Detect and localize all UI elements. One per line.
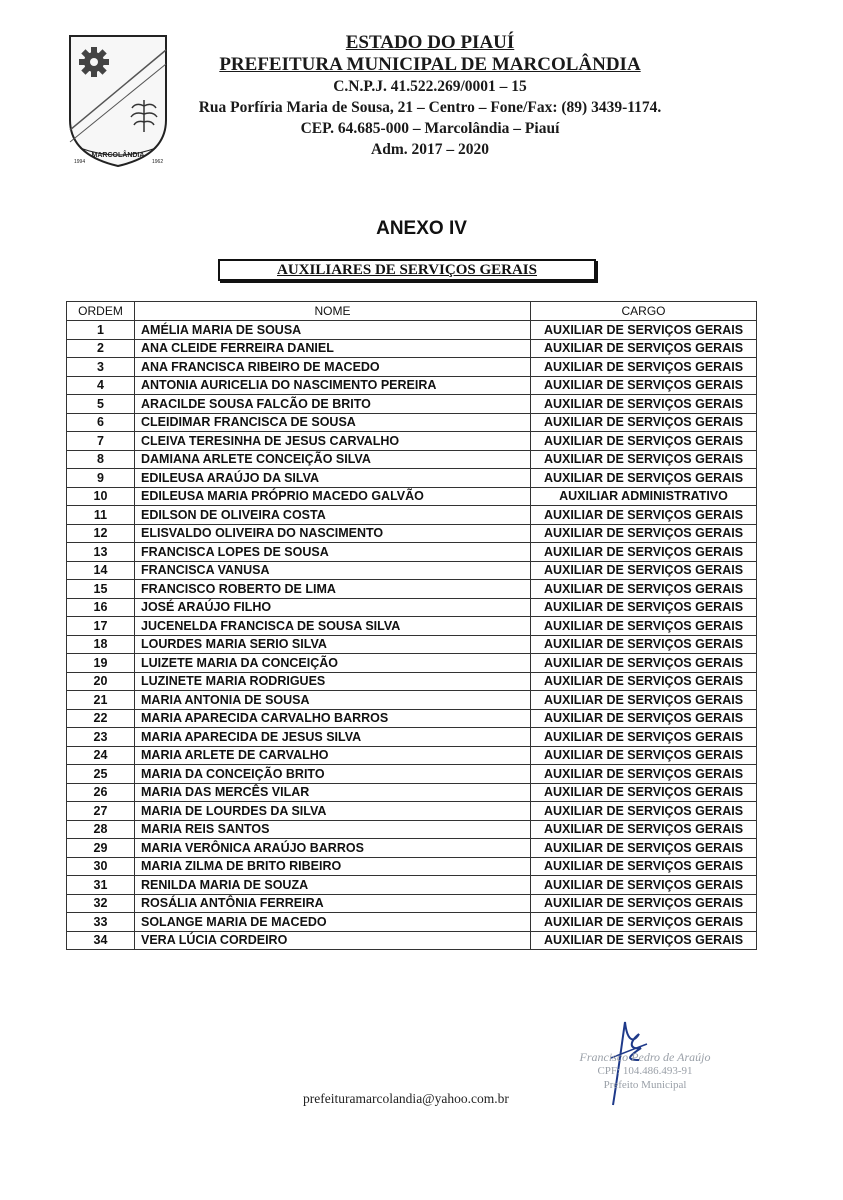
row-ordem: 17 (67, 617, 135, 636)
row-cargo: AUXILIAR DE SERVIÇOS GERAIS (531, 709, 757, 728)
stamp-name: Francisco Pedro de Araújo (579, 1050, 711, 1064)
row-ordem: 28 (67, 820, 135, 839)
table-row (67, 802, 757, 821)
row-nome: JUCENELDA FRANCISCA DE SOUSA SILVA (135, 617, 531, 636)
row-cargo: AUXILIAR DE SERVIÇOS GERAIS (531, 376, 757, 395)
table-row (67, 728, 757, 747)
row-cargo: AUXILIAR DE SERVIÇOS GERAIS (531, 543, 757, 562)
row-cargo: AUXILIAR DE SERVIÇOS GERAIS (531, 524, 757, 543)
row-nome: ELISVALDO OLIVEIRA DO NASCIMENTO (135, 524, 531, 543)
row-nome: MARIA APARECIDA CARVALHO BARROS (135, 709, 531, 728)
row-ordem: 24 (67, 746, 135, 765)
row-nome: ANTONIA AURICELIA DO NASCIMENTO PEREIRA (135, 376, 531, 395)
row-cargo: AUXILIAR DE SERVIÇOS GERAIS (531, 765, 757, 784)
row-ordem: 27 (67, 802, 135, 821)
row-cargo: AUXILIAR DE SERVIÇOS GERAIS (531, 413, 757, 432)
row-ordem: 7 (67, 432, 135, 451)
cep: CEP. 64.685-000 – Marcolândia – Piauí (300, 120, 560, 137)
row-nome: LOURDES MARIA SERIO SILVA (135, 635, 531, 654)
table-header-row (67, 302, 757, 321)
row-nome: MARIA REIS SANTOS (135, 820, 531, 839)
row-nome: MARIA DE LOURDES DA SILVA (135, 802, 531, 821)
table-row (67, 783, 757, 802)
row-nome: EDILSON DE OLIVEIRA COSTA (135, 506, 531, 525)
gear-icon (79, 47, 109, 77)
table-row (67, 839, 757, 858)
row-cargo: AUXILIAR DE SERVIÇOS GERAIS (531, 876, 757, 895)
header-nome: NOME (135, 302, 531, 321)
row-cargo: AUXILIAR DE SERVIÇOS GERAIS (531, 894, 757, 913)
footer-email: prefeituramarcolandia@yahoo.com.br (303, 1091, 509, 1106)
stamp-role: Prefeito Municipal (603, 1079, 687, 1091)
row-ordem: 29 (67, 839, 135, 858)
letterhead (150, 32, 710, 160)
row-cargo: AUXILIAR DE SERVIÇOS GERAIS (531, 469, 757, 488)
table-row (67, 561, 757, 580)
table-row (67, 450, 757, 469)
table-row (67, 654, 757, 673)
header-cargo: CARGO (531, 302, 757, 321)
row-nome: FRANCISCA LOPES DE SOUSA (135, 543, 531, 562)
row-ordem: 21 (67, 691, 135, 710)
row-ordem: 22 (67, 709, 135, 728)
state-name: ESTADO DO PIAUÍ (345, 32, 515, 53)
row-cargo: AUXILIAR DE SERVIÇOS GERAIS (531, 321, 757, 340)
row-ordem: 10 (67, 487, 135, 506)
table-row (67, 635, 757, 654)
row-nome: MARIA DAS MERCÊS VILAR (135, 783, 531, 802)
table-row (67, 339, 757, 358)
row-ordem: 34 (67, 931, 135, 950)
table-row (67, 913, 757, 932)
section-title: AUXILIARES DE SERVIÇOS GERAIS (277, 262, 537, 278)
table-row (67, 432, 757, 451)
row-ordem: 12 (67, 524, 135, 543)
table-row (67, 617, 757, 636)
row-ordem: 30 (67, 857, 135, 876)
row-ordem: 11 (67, 506, 135, 525)
row-nome: ANA CLEIDE FERREIRA DANIEL (135, 339, 531, 358)
row-cargo: AUXILIAR DE SERVIÇOS GERAIS (531, 672, 757, 691)
row-nome: JOSÉ ARAÚJO FILHO (135, 598, 531, 617)
row-nome: AMÉLIA MARIA DE SOUSA (135, 321, 531, 340)
row-ordem: 32 (67, 894, 135, 913)
table-row (67, 709, 757, 728)
row-nome: CLEIDIMAR FRANCISCA DE SOUSA (135, 413, 531, 432)
table-row (67, 820, 757, 839)
row-cargo: AUXILIAR DE SERVIÇOS GERAIS (531, 820, 757, 839)
row-ordem: 6 (67, 413, 135, 432)
row-ordem: 3 (67, 358, 135, 377)
row-ordem: 31 (67, 876, 135, 895)
table-row (67, 672, 757, 691)
row-nome: RENILDA MARIA DE SOUZA (135, 876, 531, 895)
table-row (67, 876, 757, 895)
row-ordem: 33 (67, 913, 135, 932)
row-ordem: 1 (67, 321, 135, 340)
row-ordem: 20 (67, 672, 135, 691)
row-nome: VERA LÚCIA CORDEIRO (135, 931, 531, 950)
address: Rua Porfíria Maria de Sousa, 21 – Centro – Fone/Fax: (89) 3439-1174. (198, 99, 662, 116)
row-cargo: AUXILIAR DE SERVIÇOS GERAIS (531, 358, 757, 377)
row-ordem: 23 (67, 728, 135, 747)
table-row (67, 413, 757, 432)
row-ordem: 4 (67, 376, 135, 395)
row-nome: LUIZETE MARIA DA CONCEIÇÃO (135, 654, 531, 673)
staff-table (66, 301, 757, 950)
row-nome: FRANCISCA VANUSA (135, 561, 531, 580)
svg-text:MARCOLÂNDIA: MARCOLÂNDIA (91, 152, 145, 159)
table-row (67, 358, 757, 377)
row-cargo: AUXILIAR DE SERVIÇOS GERAIS (531, 802, 757, 821)
row-nome: ARACILDE SOUSA FALCÃO DE BRITO (135, 395, 531, 414)
row-cargo: AUXILIAR DE SERVIÇOS GERAIS (531, 432, 757, 451)
row-cargo: AUXILIAR DE SERVIÇOS GERAIS (531, 931, 757, 950)
row-ordem: 15 (67, 580, 135, 599)
table-row (67, 931, 757, 950)
table-row (67, 376, 757, 395)
table-row (67, 691, 757, 710)
row-nome: FRANCISCO ROBERTO DE LIMA (135, 580, 531, 599)
row-nome: SOLANGE MARIA DE MACEDO (135, 913, 531, 932)
row-cargo: AUXILIAR DE SERVIÇOS GERAIS (531, 783, 757, 802)
row-nome: MARIA VERÔNICA ARAÚJO BARROS (135, 839, 531, 858)
row-nome: MARIA ZILMA DE BRITO RIBEIRO (135, 857, 531, 876)
row-nome: MARIA APARECIDA DE JESUS SILVA (135, 728, 531, 747)
row-nome: MARIA ARLETE DE CARVALHO (135, 746, 531, 765)
prefecture-name: PREFEITURA MUNICIPAL DE MARCOLÂNDIA (219, 54, 641, 75)
row-ordem: 18 (67, 635, 135, 654)
row-cargo: AUXILIAR DE SERVIÇOS GERAIS (531, 395, 757, 414)
row-cargo: AUXILIAR DE SERVIÇOS GERAIS (531, 506, 757, 525)
row-ordem: 14 (67, 561, 135, 580)
row-nome: ANA FRANCISCA RIBEIRO DE MACEDO (135, 358, 531, 377)
row-cargo: AUXILIAR DE SERVIÇOS GERAIS (531, 691, 757, 710)
row-nome: EDILEUSA MARIA PRÓPRIO MACEDO GALVÃO (135, 487, 531, 506)
row-cargo: AUXILIAR DE SERVIÇOS GERAIS (531, 617, 757, 636)
row-ordem: 2 (67, 339, 135, 358)
table-row (67, 524, 757, 543)
cnpj: C.N.P.J. 41.522.269/0001 – 15 (333, 78, 527, 95)
row-nome: DAMIANA ARLETE CONCEIÇÃO SILVA (135, 450, 531, 469)
stamp-cpf: CPF: 104.486.493-91 (597, 1065, 693, 1077)
row-ordem: 25 (67, 765, 135, 784)
table-row (67, 894, 757, 913)
row-cargo: AUXILIAR DE SERVIÇOS GERAIS (531, 913, 757, 932)
header-ordem: ORDEM (67, 302, 135, 321)
row-ordem: 5 (67, 395, 135, 414)
row-cargo: AUXILIAR DE SERVIÇOS GERAIS (531, 839, 757, 858)
table-row (67, 506, 757, 525)
table-row (67, 469, 757, 488)
table-row (67, 321, 757, 340)
table-row (67, 543, 757, 562)
row-cargo: AUXILIAR ADMINISTRATIVO (531, 487, 757, 506)
row-cargo: AUXILIAR DE SERVIÇOS GERAIS (531, 654, 757, 673)
row-ordem: 9 (67, 469, 135, 488)
table-row (67, 598, 757, 617)
row-cargo: AUXILIAR DE SERVIÇOS GERAIS (531, 857, 757, 876)
row-nome: LUZINETE MARIA RODRIGUES (135, 672, 531, 691)
annex-title: ANEXO IV (376, 218, 467, 239)
row-ordem: 26 (67, 783, 135, 802)
table-row (67, 857, 757, 876)
table-row (67, 580, 757, 599)
row-cargo: AUXILIAR DE SERVIÇOS GERAIS (531, 598, 757, 617)
row-ordem: 19 (67, 654, 135, 673)
row-ordem: 13 (67, 543, 135, 562)
row-ordem: 16 (67, 598, 135, 617)
administration-period: Adm. 2017 – 2020 (371, 141, 489, 158)
row-nome: MARIA ANTONIA DE SOUSA (135, 691, 531, 710)
mayor-stamp (560, 1050, 730, 1092)
svg-text:1994: 1994 (74, 159, 86, 165)
row-cargo: AUXILIAR DE SERVIÇOS GERAIS (531, 635, 757, 654)
row-cargo: AUXILIAR DE SERVIÇOS GERAIS (531, 746, 757, 765)
row-cargo: AUXILIAR DE SERVIÇOS GERAIS (531, 728, 757, 747)
table-row (67, 395, 757, 414)
row-cargo: AUXILIAR DE SERVIÇOS GERAIS (531, 580, 757, 599)
svg-text:1962: 1962 (152, 159, 164, 165)
row-cargo: AUXILIAR DE SERVIÇOS GERAIS (531, 561, 757, 580)
row-nome: CLEIVA TERESINHA DE JESUS CARVALHO (135, 432, 531, 451)
table-row (67, 746, 757, 765)
row-cargo: AUXILIAR DE SERVIÇOS GERAIS (531, 339, 757, 358)
row-ordem: 8 (67, 450, 135, 469)
row-nome: MARIA DA CONCEIÇÃO BRITO (135, 765, 531, 784)
section-title-box (218, 259, 596, 281)
table-row (67, 765, 757, 784)
row-cargo: AUXILIAR DE SERVIÇOS GERAIS (531, 450, 757, 469)
row-nome: EDILEUSA ARAÚJO DA SILVA (135, 469, 531, 488)
table-row (67, 487, 757, 506)
row-nome: ROSÁLIA ANTÔNIA FERREIRA (135, 894, 531, 913)
